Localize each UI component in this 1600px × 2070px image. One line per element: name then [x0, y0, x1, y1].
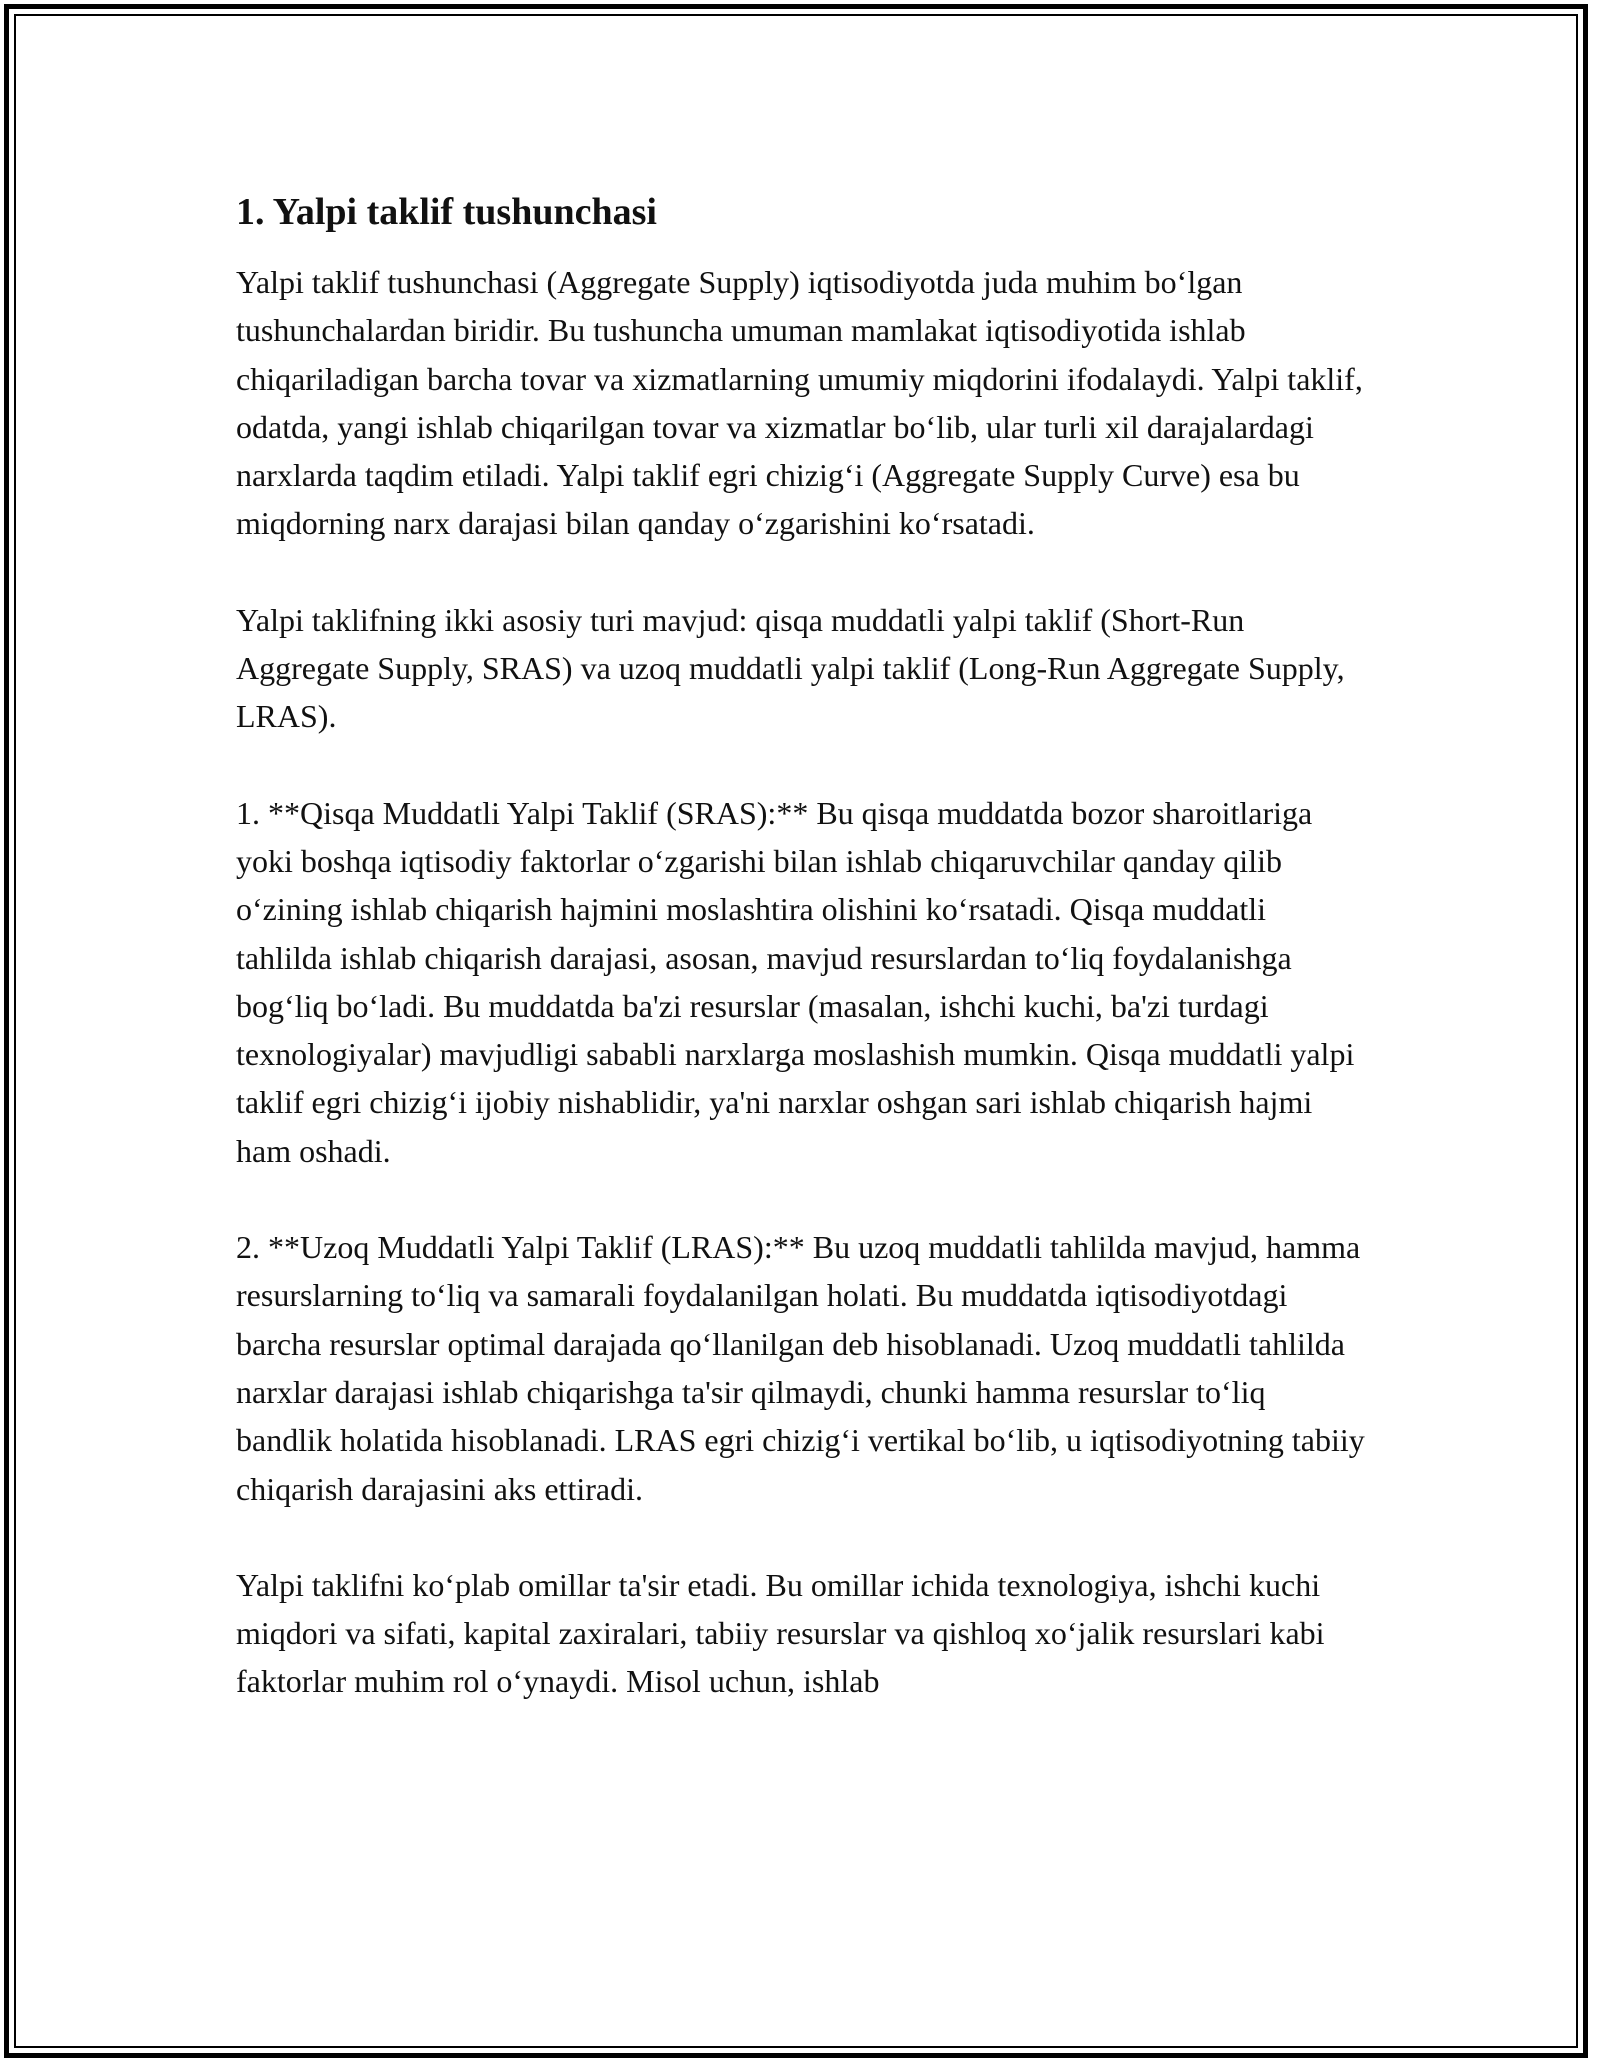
- paragraph-factors: Yalpi taklifni ko‘plab omillar ta'sir etadi. Bu omillar ichida texnologiya, ishchi kuchi miqdori va sifati, kapital zaxiralari, tabiiy resurslar va qishloq xo‘jalik resurslari kabi faktorlar muhim rol o‘ynaydi. Misol uchun, ishlab: [236, 1566, 1325, 1700]
- paragraph-intro: Yalpi taklif tushunchasi (Aggregate Supply) iqtisodiyotda juda muhim bo‘lgan tushunchalardan biridir. Bu tushuncha umuman mamlakat iqtisodiyotida ishlab chiqariladigan barcha tovar va xizmatlarning umumiy miqdorini ifodalaydi. Yalpi taklif, odatda, yangi ishlab chiqarilgan tovar va xizmatlar bo‘lib, ular turli xil darajalardagi narxlarda taqdim etiladi. Yalpi taklif egri chizig‘i (Aggregate Supply Curve) esa bu miqdorning narx darajasi bilan qanday o‘zgarishini ko‘rsatadi.: [236, 264, 1363, 542]
- document-body: [236, 186, 1366, 1754]
- paragraph-types: Yalpi taklifning ikki asosiy turi mavjud: qisqa muddatli yalpi taklif (Short-Run Aggregate Supply, SRAS) va uzoq muddatli yalpi taklif (Long-Run Aggregate Supply, LRAS).: [236, 601, 1345, 735]
- section-heading: 1. Yalpi taklif tushunchasi: [236, 191, 657, 233]
- paragraph-sras: 1. **Qisqa Muddatli Yalpi Taklif (SRAS):** Bu qisqa muddatda bozor sharoitlariga yoki boshqa iqtisodiy faktorlar o‘zgarishi bilan ishlab chiqaruvchilar qanday qilib o‘zining ishlab chiqarish hajmini moslashtira olishini ko‘rsatadi. Qisqa muddatli tahlilda ishlab chiqarish darajasi, asosan, mavjud resurslardan to‘liq foydalanishga bog‘liq bo‘ladi. Bu muddatda ba'zi resurslar (masalan, ishchi kuchi, ba'zi turdagi texnologiyalar) mavjudligi sababli narxlarga moslashish mumkin. Qisqa muddatli yalpi taklif egri chizig‘i ijobiy nishablidir, ya'ni narxlar oshgan sari ishlab chiqarish hajmi ham oshadi.: [236, 794, 1355, 1169]
- paragraph-lras: 2. **Uzoq Muddatli Yalpi Taklif (LRAS):** Bu uzoq muddatli tahlilda mavjud, hamma resurslarning to‘liq va samarali foydalanilgan holati. Bu muddatda iqtisodiyotdagi barcha resurslar optimal darajada qo‘llanilgan deb hisoblanadi. Uzoq muddatli tahlilda narxlar darajasi ishlab chiqarishga ta'sir qilmaydi, chunki hamma resurslar to‘liq bandlik holatida hisoblanadi. LRAS egri chizig‘i vertikal bo‘lib, u iqtisodiyotning tabiiy chiqarish darajasini aks ettiradi.: [236, 1229, 1365, 1507]
